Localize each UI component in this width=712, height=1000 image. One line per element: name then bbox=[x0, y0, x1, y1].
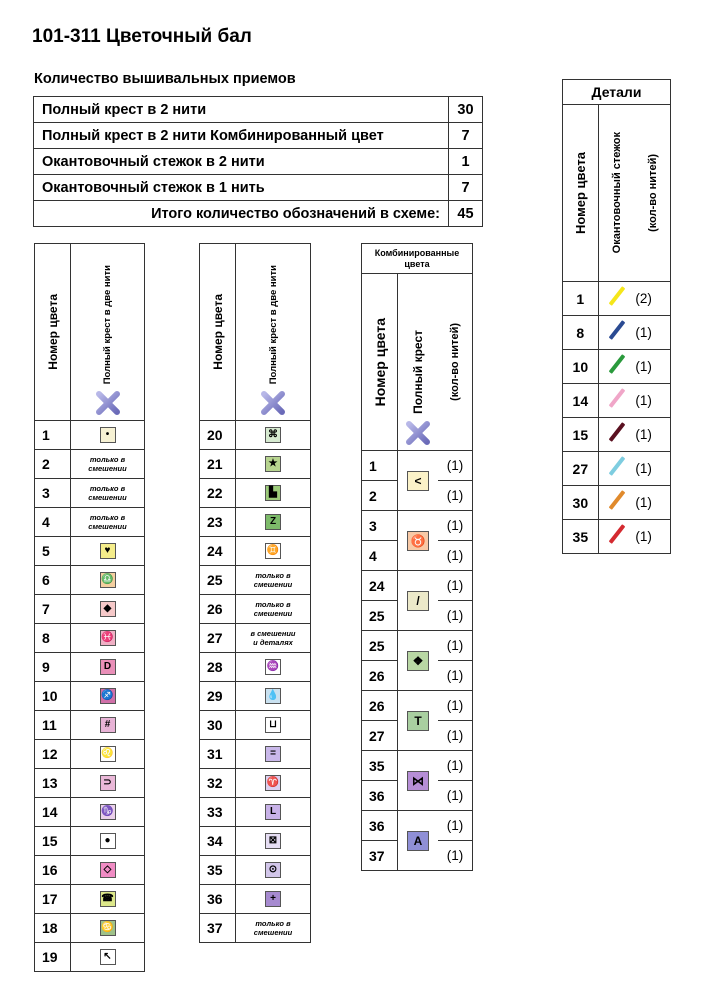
summary-value: 7 bbox=[449, 123, 483, 149]
stitch-symbol: ↖ bbox=[100, 949, 116, 965]
color-number: 8 bbox=[35, 624, 71, 653]
summary-row bbox=[34, 97, 483, 123]
thread-count: (1) bbox=[438, 811, 473, 841]
color-number: 35 bbox=[362, 751, 398, 781]
table-row bbox=[563, 452, 671, 486]
color-table-1 bbox=[34, 243, 145, 972]
stitch-symbol: ⊃ bbox=[100, 775, 116, 791]
color-number: 35 bbox=[200, 856, 236, 885]
mix-note: только в смешении bbox=[71, 508, 145, 537]
table-row bbox=[200, 740, 311, 769]
stitch-symbol: ❖ bbox=[407, 651, 429, 671]
column-header: Номер цвета bbox=[572, 151, 588, 235]
table-row bbox=[200, 914, 311, 943]
color-number: 27 bbox=[200, 624, 236, 653]
mix-note: только в смешении bbox=[71, 479, 145, 508]
stitch-symbol: ▙ bbox=[265, 485, 281, 501]
stitch-symbol: T bbox=[407, 711, 429, 731]
header-row bbox=[200, 244, 311, 421]
thread-count: (1) bbox=[635, 350, 670, 384]
color-table-2 bbox=[199, 243, 311, 943]
backstitch-line-icon bbox=[609, 490, 626, 510]
thread-count: (1) bbox=[635, 418, 670, 452]
table-row bbox=[200, 566, 311, 595]
table-row bbox=[362, 751, 473, 781]
cross-stitch-icon bbox=[260, 390, 286, 416]
stitch-symbol: = bbox=[265, 746, 281, 762]
summary-value: 30 bbox=[449, 97, 483, 123]
thread-count: (1) bbox=[438, 781, 473, 811]
color-number: 19 bbox=[35, 943, 71, 972]
thread-count: (1) bbox=[438, 661, 473, 691]
column-header: (кол-во нитей) bbox=[449, 323, 461, 401]
thread-count: (1) bbox=[438, 601, 473, 631]
color-number: 29 bbox=[200, 682, 236, 711]
color-number: 32 bbox=[200, 769, 236, 798]
color-number: 27 bbox=[563, 452, 599, 486]
color-number: 1 bbox=[563, 282, 599, 316]
thread-count: (2) bbox=[635, 282, 670, 316]
table-row bbox=[362, 631, 473, 661]
color-number: 36 bbox=[362, 781, 398, 811]
table-row bbox=[200, 508, 311, 537]
thread-count: (1) bbox=[635, 520, 670, 554]
color-number: 31 bbox=[200, 740, 236, 769]
table-row bbox=[362, 451, 473, 481]
color-number: 14 bbox=[563, 384, 599, 418]
table-row bbox=[362, 571, 473, 601]
thread-count: (1) bbox=[635, 316, 670, 350]
backstitch-line-icon bbox=[609, 388, 626, 408]
stitch-symbol: ♋ bbox=[100, 920, 116, 936]
column-header: Полный крест в две нити bbox=[267, 264, 279, 384]
page-title: 101-311 Цветочный бал bbox=[32, 26, 252, 47]
color-number: 10 bbox=[563, 350, 599, 384]
color-number: 13 bbox=[35, 769, 71, 798]
table-row bbox=[200, 624, 311, 653]
table-row bbox=[200, 682, 311, 711]
column-header: Номер цвета bbox=[45, 294, 60, 370]
table-row bbox=[35, 450, 145, 479]
color-number: 30 bbox=[563, 486, 599, 520]
color-number: 37 bbox=[362, 841, 398, 871]
color-number: 1 bbox=[362, 451, 398, 481]
color-number: 25 bbox=[362, 601, 398, 631]
combined-header: Комбинированные цвета bbox=[362, 244, 473, 274]
summary-label: Окантовочный стежок в 1 нить bbox=[34, 175, 449, 201]
stitch-symbol: ⊔ bbox=[265, 717, 281, 733]
color-number: 18 bbox=[35, 914, 71, 943]
color-number: 28 bbox=[200, 653, 236, 682]
table-row bbox=[35, 595, 145, 624]
table-row bbox=[362, 511, 473, 541]
table-row bbox=[563, 486, 671, 520]
backstitch-line-icon bbox=[609, 286, 626, 306]
thread-count: (1) bbox=[635, 452, 670, 486]
table-row bbox=[35, 421, 145, 450]
thread-count: (1) bbox=[438, 571, 473, 601]
table-row bbox=[200, 798, 311, 827]
color-number: 3 bbox=[362, 511, 398, 541]
stitch-symbol: • bbox=[100, 427, 116, 443]
table-row bbox=[35, 943, 145, 972]
table-row bbox=[362, 811, 473, 841]
backstitch-line-icon bbox=[609, 320, 626, 340]
table-row bbox=[200, 711, 311, 740]
thread-count: (1) bbox=[635, 486, 670, 520]
stitch-symbol: ◇ bbox=[100, 862, 116, 878]
stitch-symbol: + bbox=[265, 891, 281, 907]
stitch-symbol: ● bbox=[100, 833, 116, 849]
color-number: 33 bbox=[200, 798, 236, 827]
table-row bbox=[563, 418, 671, 452]
backstitch-line-icon bbox=[609, 524, 626, 544]
color-number: 34 bbox=[200, 827, 236, 856]
table-row bbox=[35, 624, 145, 653]
mix-note: в смешении bbox=[250, 629, 296, 638]
stitch-symbol: ♓ bbox=[100, 630, 116, 646]
color-number: 17 bbox=[35, 885, 71, 914]
table-row bbox=[35, 479, 145, 508]
stitch-symbol: ★ bbox=[265, 456, 281, 472]
column-header: Номер цвета bbox=[210, 294, 225, 370]
table-row bbox=[200, 537, 311, 566]
table-row bbox=[200, 856, 311, 885]
stitch-symbol: < bbox=[407, 471, 429, 491]
color-number: 25 bbox=[362, 631, 398, 661]
table-row bbox=[35, 537, 145, 566]
details-header: Детали bbox=[563, 80, 671, 105]
cross-stitch-icon bbox=[95, 390, 121, 416]
color-number: 30 bbox=[200, 711, 236, 740]
details-table bbox=[562, 79, 671, 554]
thread-count: (1) bbox=[438, 481, 473, 511]
color-number: 7 bbox=[35, 595, 71, 624]
color-number: 25 bbox=[200, 566, 236, 595]
stitch-symbol: ♥ bbox=[100, 543, 116, 559]
table-row bbox=[200, 885, 311, 914]
summary-value: 1 bbox=[449, 149, 483, 175]
table-row bbox=[200, 450, 311, 479]
table-row bbox=[35, 740, 145, 769]
color-number: 14 bbox=[35, 798, 71, 827]
stitch-symbol: # bbox=[100, 717, 116, 733]
table-row bbox=[35, 856, 145, 885]
color-number: 4 bbox=[35, 508, 71, 537]
stitch-symbol: ⌘ bbox=[265, 427, 281, 443]
summary-row bbox=[34, 201, 483, 227]
color-number: 11 bbox=[35, 711, 71, 740]
backstitch-line-icon bbox=[609, 422, 626, 442]
summary-total-value: 45 bbox=[449, 201, 483, 227]
thread-count: (1) bbox=[438, 691, 473, 721]
color-number: 1 bbox=[35, 421, 71, 450]
stitch-symbol: ⊠ bbox=[265, 833, 281, 849]
stitch-symbol: ☎ bbox=[100, 891, 116, 907]
color-number: 21 bbox=[200, 450, 236, 479]
color-number: 35 bbox=[563, 520, 599, 554]
table-row bbox=[35, 885, 145, 914]
color-number: 16 bbox=[35, 856, 71, 885]
color-number: 9 bbox=[35, 653, 71, 682]
column-header: Окантовочный стежок bbox=[611, 132, 623, 254]
summary-value: 7 bbox=[449, 175, 483, 201]
color-number: 37 bbox=[200, 914, 236, 943]
summary-table bbox=[33, 96, 483, 227]
column-header: Полный крест bbox=[411, 330, 425, 414]
color-number: 3 bbox=[35, 479, 71, 508]
mix-note: только в смешении bbox=[236, 566, 311, 595]
thread-count: (1) bbox=[635, 384, 670, 418]
color-number: 22 bbox=[200, 479, 236, 508]
stitch-symbol: ♉ bbox=[407, 531, 429, 551]
thread-count: (1) bbox=[438, 751, 473, 781]
stitch-symbol: L bbox=[265, 804, 281, 820]
color-number: 36 bbox=[362, 811, 398, 841]
summary-total-label: Итого количество обозначений в схеме: bbox=[34, 201, 449, 227]
column-header: Номер цвета bbox=[371, 317, 388, 407]
stitch-symbol: Z bbox=[265, 514, 281, 530]
stitch-symbol: ⊙ bbox=[265, 862, 281, 878]
table-row bbox=[35, 798, 145, 827]
table-row bbox=[200, 827, 311, 856]
summary-row bbox=[34, 123, 483, 149]
color-number: 6 bbox=[35, 566, 71, 595]
backstitch-line-icon bbox=[609, 354, 626, 374]
thread-count: (1) bbox=[438, 841, 473, 871]
header-row bbox=[35, 244, 145, 421]
thread-count: (1) bbox=[438, 631, 473, 661]
table-row bbox=[200, 479, 311, 508]
summary-row bbox=[34, 175, 483, 201]
table-row bbox=[35, 566, 145, 595]
table-row bbox=[200, 653, 311, 682]
table-row bbox=[563, 316, 671, 350]
color-number: 4 bbox=[362, 541, 398, 571]
table-row bbox=[35, 653, 145, 682]
color-number: 36 bbox=[200, 885, 236, 914]
mix-note: и деталях bbox=[253, 638, 293, 647]
color-number: 12 bbox=[35, 740, 71, 769]
table-row bbox=[200, 595, 311, 624]
table-row bbox=[563, 350, 671, 384]
table-row bbox=[35, 769, 145, 798]
combined-colors-table bbox=[361, 243, 473, 871]
color-number: 2 bbox=[362, 481, 398, 511]
stitch-symbol: 💧 bbox=[265, 688, 281, 704]
stitch-symbol: ♊ bbox=[265, 543, 281, 559]
thread-count: (1) bbox=[438, 721, 473, 751]
stitch-symbol: ♒ bbox=[265, 659, 281, 675]
table-row bbox=[563, 282, 671, 316]
backstitch-line-icon bbox=[609, 456, 626, 476]
table-row bbox=[563, 520, 671, 554]
thread-count: (1) bbox=[438, 451, 473, 481]
thread-count: (1) bbox=[438, 511, 473, 541]
column-header: (кол-во нитей) bbox=[646, 154, 659, 232]
color-number: 20 bbox=[200, 421, 236, 450]
color-number: 24 bbox=[200, 537, 236, 566]
table-row bbox=[200, 421, 311, 450]
color-number: 10 bbox=[35, 682, 71, 711]
color-number: 27 bbox=[362, 721, 398, 751]
mix-note: только в смешении bbox=[236, 914, 311, 943]
mix-note: только в смешении bbox=[71, 450, 145, 479]
table-row bbox=[35, 711, 145, 740]
mix-note: только в смешении bbox=[236, 595, 311, 624]
thread-count: (1) bbox=[438, 541, 473, 571]
stitch-symbol: ◆ bbox=[100, 601, 116, 617]
summary-label: Окантовочный стежок в 2 нити bbox=[34, 149, 449, 175]
stitch-symbol: ♑ bbox=[100, 804, 116, 820]
color-number: 26 bbox=[362, 661, 398, 691]
stitch-symbol: ♐ bbox=[100, 688, 116, 704]
table-row bbox=[200, 769, 311, 798]
stitch-symbol: ♎ bbox=[100, 572, 116, 588]
summary-label: Полный крест в 2 нити bbox=[34, 97, 449, 123]
color-number: 5 bbox=[35, 537, 71, 566]
table-row bbox=[35, 682, 145, 711]
stitch-symbol: A bbox=[407, 831, 429, 851]
table-row bbox=[35, 827, 145, 856]
color-number: 15 bbox=[563, 418, 599, 452]
stitch-symbol: ⋈ bbox=[407, 771, 429, 791]
color-number: 23 bbox=[200, 508, 236, 537]
cross-stitch-icon bbox=[405, 420, 431, 446]
stitch-symbol: / bbox=[407, 591, 429, 611]
table-row bbox=[362, 691, 473, 721]
stitch-symbol: ♌ bbox=[100, 746, 116, 762]
color-number: 24 bbox=[362, 571, 398, 601]
stitch-symbol: ♈ bbox=[265, 775, 281, 791]
color-number: 26 bbox=[200, 595, 236, 624]
table-row bbox=[35, 914, 145, 943]
color-number: 2 bbox=[35, 450, 71, 479]
section-subtitle: Количество вышивальных приемов bbox=[34, 71, 296, 87]
table-row bbox=[35, 508, 145, 537]
column-header: Полный крест в две нити bbox=[102, 264, 113, 384]
color-number: 15 bbox=[35, 827, 71, 856]
summary-row bbox=[34, 149, 483, 175]
table-row bbox=[563, 384, 671, 418]
color-number: 26 bbox=[362, 691, 398, 721]
stitch-symbol: D bbox=[100, 659, 116, 675]
color-number: 8 bbox=[563, 316, 599, 350]
summary-label: Полный крест в 2 нити Комбинированный цвет bbox=[34, 123, 449, 149]
